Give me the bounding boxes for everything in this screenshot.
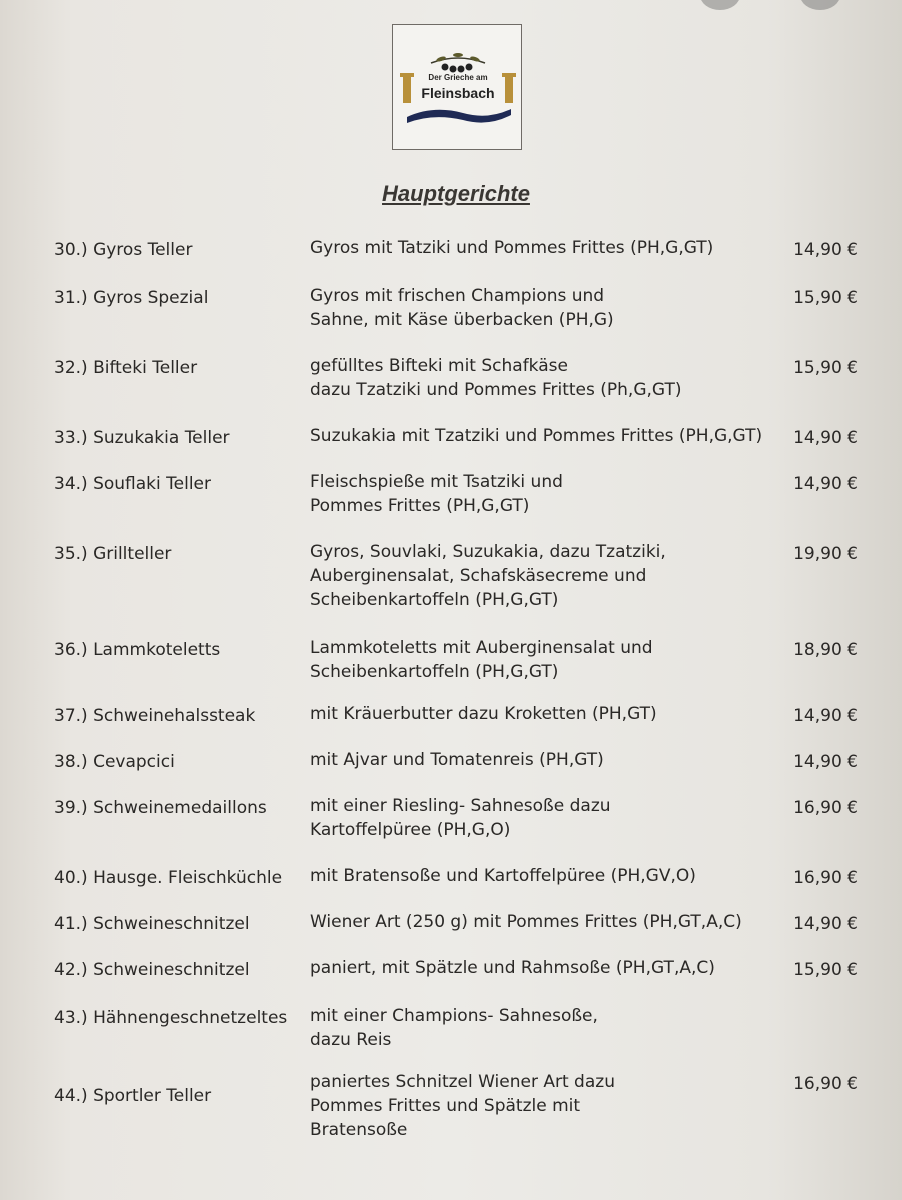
menu-item-name: 30.) Gyros Teller [54, 240, 193, 260]
menu-item-description [310, 354, 780, 402]
description-line: paniert, mit Spätzle und Rahmsoße (PH,GT,A,C) [310, 958, 715, 978]
shadow-decoration [800, 0, 840, 10]
description-line: Gyros, Souvlaki, Suzukakia, dazu Tzatziki, [310, 542, 666, 562]
menu-item-name: 44.) Sportler Teller [54, 1086, 212, 1106]
menu-item-name: 42.) Schweineschnitzel [54, 960, 250, 980]
menu-item-name: 39.) Schweinemedaillons [54, 798, 267, 818]
menu-item-name: 36.) Lammkoteletts [54, 640, 221, 660]
menu-item-price: 14,90 € [793, 240, 858, 260]
menu-item-name: 31.) Gyros Spezial [54, 288, 209, 308]
description-line: Gyros mit frischen Champions und [310, 286, 605, 306]
menu-item-name: 37.) Schweinehalssteak [54, 706, 256, 726]
description-line: mit einer Champions- Sahnesoße, [310, 1006, 598, 1026]
menu-item-description [310, 636, 780, 684]
menu-item-description [310, 794, 780, 842]
description-line: gefülltes Bifteki mit Schafkäse [310, 356, 568, 376]
description-line: mit einer Riesling- Sahnesoße dazu [310, 796, 611, 816]
menu-item-price: 18,90 € [793, 640, 858, 660]
menu-item-description [310, 1070, 780, 1142]
menu-item-description [310, 748, 780, 772]
description-line: mit Bratensoße und Kartoffelpüree (PH,GV,O) [310, 866, 696, 886]
menu-item-description [310, 470, 780, 518]
menu-item-name: 41.) Schweineschnitzel [54, 914, 250, 934]
menu-item-price: 16,90 € [793, 798, 858, 818]
restaurant-logo [392, 24, 522, 150]
description-line: mit Kräuerbutter dazu Kroketten (PH,GT) [310, 704, 657, 724]
menu-item-description [310, 702, 780, 726]
menu-item-price: 14,90 € [793, 428, 858, 448]
menu-item-price: 19,90 € [793, 544, 858, 564]
menu-item-name: 40.) Hausge. Fleischküchle [54, 868, 283, 888]
menu-item-price: 15,90 € [793, 960, 858, 980]
menu-item-description [310, 1004, 780, 1052]
description-line: paniertes Schnitzel Wiener Art dazu [310, 1072, 615, 1092]
menu-item-price: 14,90 € [793, 706, 858, 726]
logo-line1: Der Grieche am [428, 73, 488, 82]
description-line: Scheibenkartoffeln (PH,G,GT) [310, 590, 559, 610]
menu-item-price: 14,90 € [793, 474, 858, 494]
description-line: Auberginensalat, Schafskäsecreme und [310, 566, 647, 586]
shadow-decoration [700, 0, 740, 10]
logo-line2: Fleinsbach [421, 85, 495, 101]
menu-item-price: 14,90 € [793, 914, 858, 934]
description-line: dazu Reis [310, 1030, 392, 1050]
menu-item-name: 32.) Bifteki Teller [54, 358, 198, 378]
description-line: Scheibenkartoffeln (PH,G,GT) [310, 662, 559, 682]
menu-item-description [310, 284, 780, 332]
description-line: Pommes Frittes und Spätzle mit [310, 1096, 581, 1116]
menu-item-description [310, 424, 780, 448]
description-line: Lammkoteletts mit Auberginensalat und [310, 638, 653, 658]
menu-item-price: 14,90 € [793, 752, 858, 772]
menu-item-description [310, 236, 780, 260]
description-line: dazu Tzatziki und Pommes Frittes (Ph,G,GT) [310, 380, 682, 400]
description-line: Bratensoße [310, 1120, 408, 1140]
menu-item-description [310, 956, 780, 980]
description-line: Suzukakia mit Tzatziki und Pommes Frittes (PH,G,GT) [310, 426, 763, 446]
description-line: Pommes Frittes (PH,G,GT) [310, 496, 530, 516]
menu-item-name: 35.) Grillteller [54, 544, 172, 564]
description-line: Sahne, mit Käse überbacken (PH,G) [310, 310, 614, 330]
menu-item-name: 33.) Suzukakia Teller [54, 428, 230, 448]
section-title: Hauptgerichte [382, 181, 530, 206]
description-line: Fleischspieße mit Tsatziki und [310, 472, 563, 492]
menu-item-description [310, 540, 780, 612]
menu-item-name: 43.) Hähnengeschnetzeltes [54, 1008, 288, 1028]
menu-item-price: 16,90 € [793, 868, 858, 888]
description-line: Wiener Art (250 g) mit Pommes Frittes (PH,GT,A,C) [310, 912, 742, 932]
menu-item-price: 15,90 € [793, 358, 858, 378]
description-line: mit Ajvar und Tomatenreis (PH,GT) [310, 750, 604, 770]
menu-item-name: 38.) Cevapcici [54, 752, 175, 772]
menu-item-name: 34.) Souflaki Teller [54, 474, 211, 494]
menu-item-description [310, 864, 780, 888]
menu-item-price: 15,90 € [793, 288, 858, 308]
description-line: Kartoffelpüree (PH,G,O) [310, 820, 511, 840]
menu-item-price: 16,90 € [793, 1074, 858, 1094]
description-line: Gyros mit Tatziki und Pommes Frittes (PH,G,GT) [310, 238, 714, 258]
menu-item-description [310, 910, 780, 934]
